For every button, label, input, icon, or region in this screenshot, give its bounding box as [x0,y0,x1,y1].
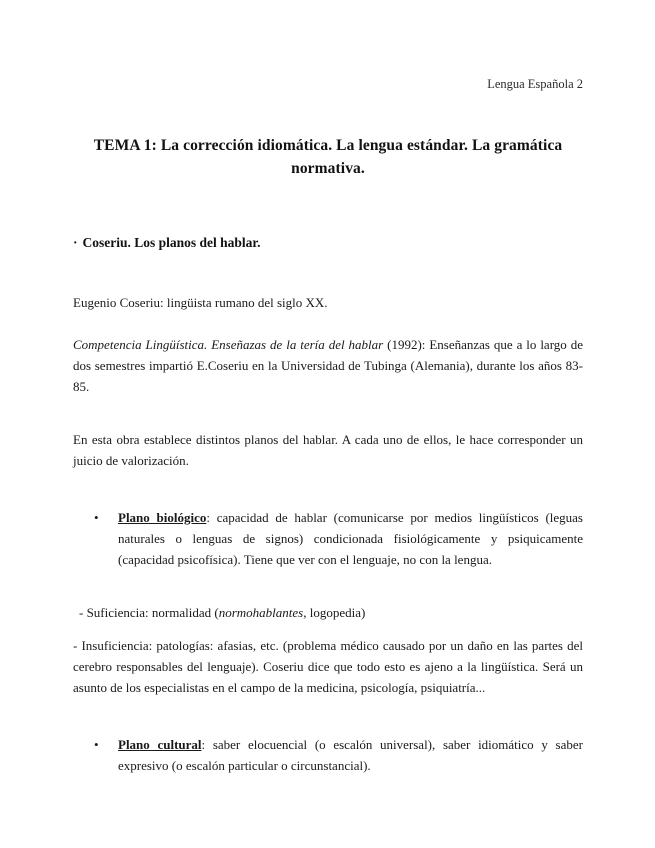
paragraph-work-reference [73,313,583,397]
page-content [73,0,583,776]
work-description: (1992): Enseñanzas que a lo largo de dos semestres impartió E.Coseriu en la Universidad de Tubinga (Alemania), durante los años 83-85. [73,337,583,394]
paragraph-author-note: Eugenio Coseriu: lingüista rumano del siglo XX. [73,295,328,310]
page-title: TEMA 1: La corrección idiomática. La lengua estándar. La gramática normativa. [93,137,563,177]
list-item [73,698,583,776]
section-heading [73,180,583,252]
list-item-text [118,734,583,776]
work-title: Competencia Lingüística. Enseñazas de la tería del hablar [73,337,384,352]
middot-icon: · [73,235,78,250]
sub-item-suficiencia-emphasis: normohablantes [218,605,304,620]
list-item-term: Plano biológico [118,510,207,525]
paragraph-intro: En esta obra establece distintos planos del hablar. A cada uno de ellos, le hace corresponder un juicio de valorización. [73,432,583,468]
section-heading-label: Coseriu. Los planos del hablar. [82,235,261,250]
list-item-body: : capacidad de hablar (comunicarse por medios lingüísticos (leguas naturales o lenguas de signos) condicionada fisiológicamente y psiquicamente (capacidad psicofísica). Tiene que ver con el lenguaje, no con la lengua. [118,510,583,567]
list-item-body: : saber elocuencial (o escalón universal), saber idiomático y saber expresivo (o escalón particular o circunstancial). [118,737,583,773]
list-item [73,471,583,570]
list-item-term: Plano cultural [118,737,202,752]
list-item-text [118,507,583,570]
sub-item-suficiencia-suffix: , logopedia) [303,605,366,620]
bullet-icon: • [94,737,99,752]
bullet-icon: • [94,510,99,525]
sub-item-suficiencia-prefix: - Suficiencia: normalidad ( [79,605,219,620]
sub-item-suficiencia [73,570,583,623]
running-header: Lengua Española 2 [487,77,583,91]
sub-item-insuficiencia: - Insuficiencia: patologías: afasias, etc. (problema médico causado por un daño en las partes del cerebro responsables del lenguaje). Coseriu dice que todo esto es ajeno a la lingüística. Será un asunto de los especialistas en el campo de la medicina, psicología, psiquiatría... [73,638,583,695]
